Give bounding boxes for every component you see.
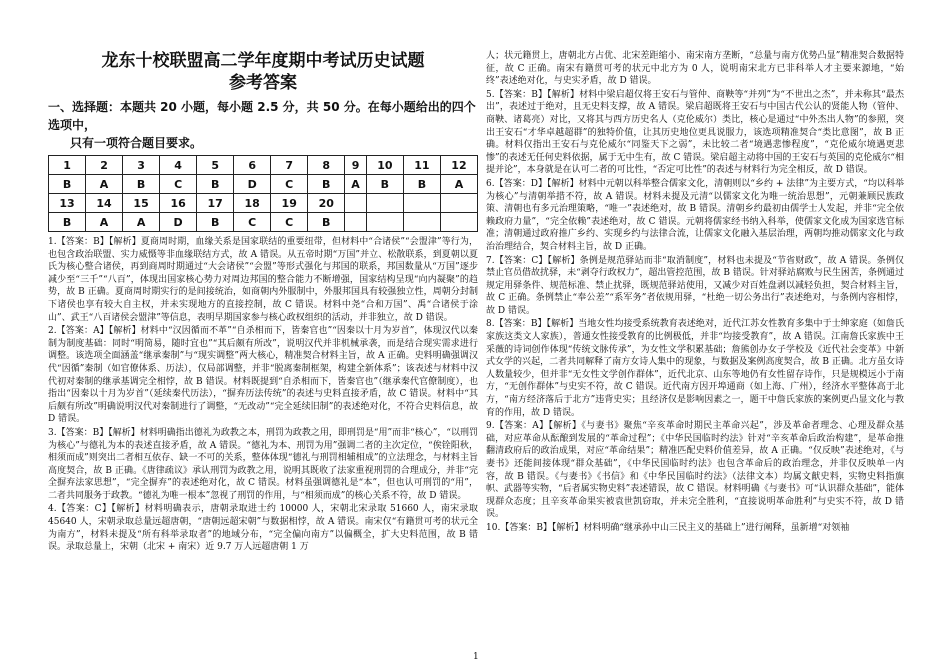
answer-table-cell: 16 — [160, 194, 197, 213]
answer-table-cell: B — [308, 175, 345, 194]
section-heading — [48, 98, 478, 152]
answer-table-cell: C — [271, 213, 308, 232]
answer-explanation: 8.【答案：B】【解析】当地女性均接受系统教育表述绝对，近代江苏女性教育多集中于士绅家庭（如詹氏家族这类文人家族），普通女性接受教育的比例极低，并非“均接受教育”，故 A 错误。江南詹氏家族中王采薇的诗词创作体现“传统文脉传承”，为女性文学积累基础；詹熊创办女子学校及《近代社会变革》中新式女学的兴起，二者共同解释了南方女诗人集中的现象，与数据及案例高度契合，故 B 正确。北方虽女诗人数量较少，但并非“无女性文学创作群体”，近代北京、山东等地仍有女性留存诗作，只是规模远小于南方，“无创作群体”与史实不符，故 C 错误。近代南方因开埠通商（如上海、广州），经济水平整体高于北方，“南方经济落后于北方”违背史实；且经济仅是影响因素之一，题干中詹氏家族的案例更凸显文化与教育的作用，故 D 错误。 — [486, 319, 904, 418]
page-subtitle: 参考答案 — [229, 73, 297, 93]
answer-table-cell: A — [86, 213, 123, 232]
right-column — [486, 46, 904, 672]
answer-explanation: 6.【答案：D】【解析】材料中元朝以科举整合儒家文化，清朝则以“乡约 + 法律”为主要方式，“均以科举为核心”与清朝举措不符，故 A 错误。材料未提及元清“以儒家文化为唯一统治思想”，元朝兼顾民族政策、清朝也有多元治理策略，“唯一”表述绝对，故 B 错误。清朝乡约最初由儒学士人发起，并非“完全依赖政府力量”，“完全依赖”表述绝对，故 C 错误。元朝将儒家经书纳入科举，使儒家文化成为国家选官标准；清朝通过政府推广乡约、实现乡约与法律合流，让儒家文化融入基层治理，两朝均推动儒家文化与政治治理结合，契合材料主旨，故 D 正确。 — [486, 178, 904, 252]
answer-table-cell — [366, 194, 403, 213]
left-column — [48, 0, 478, 660]
answer-table-cell — [440, 213, 477, 232]
answer-table-cell — [366, 213, 403, 232]
answer-table — [48, 155, 478, 232]
answer-explanation: 9.【答案：A】【解析】《与妻书》聚焦“辛亥革命时期民主革命兴起”，涉及革命者理念、心理及群众基础，对应革命从酝酿到发展的“革命过程”；《中华民国临时约法》针对“辛亥革命后政治构建”，是革命推翻清政府后的政治成果，对应“革命结果”；精准匹配史料价值差异，故 A 正确。“仅反映”表述绝对，《与妻书》还能间接体现“群众基础”，《中华民国临时约法》也包含革命后的政治理念，并非仅反映单一内容，故 B 错误。《与妻书》《书信》和《中华民国临时约法》（法律文本）均属文献史料，实物史料指旗帜、武器等实物，“后者属实物史料”表述错误，故 C 错误。材料明确《与妻书》可“认识群众基础”，能体现群众态度；且辛亥革命果实被袁世凯窃取，并未完全胜利，“直接说明革命胜利”与史实不符，故 D 错误。 — [486, 421, 904, 520]
answer-table-cell: 1 — [49, 156, 86, 175]
answer-table-cell — [403, 194, 440, 213]
answer-table-cell: B — [366, 175, 403, 194]
answer-table-cell: 19 — [271, 194, 308, 213]
answer-table-row — [49, 213, 478, 232]
answer-explanation: 人；状元籍贯上，唐朝北方占优、北宋差距缩小、南宋南方垄断，“总量与南方优势凸显”精准契合数据特征，故 C 正确。南宋有籍贯可考的状元中北方为 0 人，说明南宋北方已非科举人才主要来源地，“始终”表述绝对化，与史实矛盾，故 D 错误。 — [486, 51, 904, 87]
answer-table-cell — [345, 194, 367, 213]
answer-table-cell: 13 — [49, 194, 86, 213]
answer-table-cell: A — [345, 175, 367, 194]
answer-explanation: 10.【答案：B】【解析】材料明确“继承孙中山三民主义的基础上”进行阐释，虽新增“对领袖 — [486, 522, 850, 533]
answer-table-row — [49, 156, 478, 175]
answer-table-cell: 2 — [86, 156, 123, 175]
answer-table-cell: 4 — [160, 156, 197, 175]
answer-table-cell: A — [86, 175, 123, 194]
answer-table-cell — [440, 194, 477, 213]
answer-table-cell: C — [234, 213, 271, 232]
answer-explanation: 1.【答案：B】【解析】夏商周时期，血缘关系是国家联结的重要纽带，但材料中“合诸侯”“会盟津”等行为，也包含政治联盟、实力威慑等非血缘联结方式，故 A 错误。从五帝时期“万国”并立、松散联系，到夏朝以夏氏为核心整合诸侯，再到商周时期通过“大会诸侯”“会盟”等形式强化与邦国的联系，邦国数量从“万国”逐步减少至“三千”“八百”，体现出国家核心势力对周边邦国的整合能力不断增强，国家结构呈现“向内凝聚”的趋势，故 B 正确。夏商周时期实行的是间接统治，如商朝内外服制中，外服邦国具有较强独立性，周朝分封制下诸侯也享有较大自主权，并未实现地方的直接控制，故 C 错误。材料中尧“合和万国”、禹“合诸侯于涂山”、武王“八百诸侯会盟津”等信息，表明早期国家参与核心政权组织的活动，并非独立，故 D 错误。 — [48, 237, 478, 323]
answer-table-cell: 12 — [440, 156, 477, 175]
section-heading-line2: 只有一项符合题目要求。 — [70, 136, 203, 150]
left-paragraphs — [48, 236, 478, 554]
answer-table-cell: B — [49, 213, 86, 232]
answer-table-cell: 9 — [345, 156, 367, 175]
answer-table-cell: 3 — [123, 156, 160, 175]
answer-table-row — [49, 194, 478, 213]
answer-table-cell: A — [123, 213, 160, 232]
answer-explanation: 4.【答案：C】【解析】材料明确表示，唐朝录取进士约 10000 人，宋朝北宋录取 51660 人，南宋录取 45640 人，宋朝录取总量远超唐朝，“唐朝远超宋朝”与数据相悖，故 A 错误。南宋仅“有籍贯可考的状元全为南方”，材料未提及“所有科举录取者”的地域分布，“完全偏向南方”以偏概全，扩大史料范围，故 B 错误。录取总量上，宋朝（北宋 + 南宋）近 9.7 万人远超唐朝 1 万 — [48, 504, 478, 553]
answer-table-cell — [345, 213, 367, 232]
answer-table-cell — [403, 213, 440, 232]
right-paragraphs — [486, 50, 904, 535]
answer-table-cell: B — [403, 175, 440, 194]
section-heading-line1: 一、选择题：本题共 20 小题，每小题 2.5 分，共 50 分。在每小题给出的四个选项中， — [48, 100, 476, 132]
answer-table-cell: 20 — [308, 194, 345, 213]
answer-table-row — [49, 175, 478, 194]
answer-table-cell: B — [197, 213, 234, 232]
answer-table-cell: B — [123, 175, 160, 194]
answer-explanation: 7.【答案：C】【解析】条例是规范驿站而非“取消制度”，材料也未提及“节省财政”，故 A 错误。条例仅禁止官员借故扰驿，未“剥夺行政权力”，超出管控范围，故 B 错误。针对驿站腐败与民生困苦，条例通过规定用驿条件、规范标准、禁止扰驿，既规范驿站使用，又减少对百姓盘剥以减轻负担，契合材料主旨，故 C 正确。条例禁止“奉公差”“系军务”者依规用驿，“杜绝一切公务出行”表述绝对，与条例内容相悖，故 D 错误。 — [486, 255, 904, 316]
answer-explanation: 2.【答案：A】【解析】材料中“汉因循而不革”“自杀相而下，皆秦官也”“因秦以十月为岁首”，体现汉代以秦制为制度基础：同时“明简易，随时宜也”“其后颇有所改”，说明汉代并非机械承袭，而是结合现实需求进行调整。该选项全面涵盖“继承秦制”与“现实调整”两大核心，精准契合材料主旨，故 A 正确。史料明确强调汉代“因循”秦制（如官僚体系、历法），仅局部调整，并非“脱离秦制框架，构建全新体系”；该表述与材料中汉代初对秦制的继承基调完全相悖，故 B 错误。材料既提到“自杀相而下，皆秦官也”（继承秦代官僚制度），也指出“因秦以十月为岁首”（延续秦代历法），“摒弃历法传统”的表述与史料直接矛盾，故 C 错误。材料中“其后颇有所改”明确说明汉代对秦制进行了调整，“无改动”“完全延续旧制”的表述绝对化，不符合史料信息，故 D 错误。 — [48, 326, 478, 425]
answer-table-cell: 18 — [234, 194, 271, 213]
answer-table-cell: B — [197, 175, 234, 194]
answer-table-cell: 14 — [86, 194, 123, 213]
answer-table-cell: 17 — [197, 194, 234, 213]
answer-table-cell: 5 — [197, 156, 234, 175]
answer-table-cell: C — [160, 175, 197, 194]
page-number: 1 — [473, 652, 479, 662]
answer-table-cell: 10 — [366, 156, 403, 175]
answer-table-cell: 6 — [234, 156, 271, 175]
answer-table-cell: 8 — [308, 156, 345, 175]
answer-table-cell: D — [160, 213, 197, 232]
answer-table-cell: D — [234, 175, 271, 194]
page-title: 龙东十校联盟高二学年度期中考试历史试题 — [101, 51, 425, 71]
answer-table-cell: B — [49, 175, 86, 194]
answer-table-cell: 11 — [403, 156, 440, 175]
answer-explanation: 5.【答案：B】【解析】材料中梁启超仅将王安石与管仲、商鞅等“并列”为“不世出之杰”，并未称其“最杰出”，表述过于绝对，且无史料支撑，故 A 错误。梁启超既将王安石与中国古代公认的贤能人物（管仲、商鞅、诸葛亮）对比，又将其与西方历史名人（克伦威尔）类比，核心是通过“中外杰出人物”的参照，突出王安石“才华卓越超群”的独特价值，让其历史地位更具说服力，该选项精准契合“类比意图”，故 B 正确。材料仅指出王安石与克伦威尔“同鉴天下之弱”，未比较二者“境遇悲惨程度”，“克伦威尔境遇更悲惨”的表述无任何史料依据，属于无中生有，故 C 错误。梁启超主动将中国的王安石与英国的克伦威尔“相提并论”，本身就是在认可二者的可比性，“否定可比性”的表述与材料行为完全相反，故 D 错误。 — [486, 89, 904, 176]
answer-table-cell: A — [440, 175, 477, 194]
answer-table-cell: B — [308, 213, 345, 232]
answer-table-cell: 15 — [123, 194, 160, 213]
answer-table-cell: 7 — [271, 156, 308, 175]
answer-table-cell: C — [271, 175, 308, 194]
answer-explanation: 3.【答案：B】【解析】材料明确指出德礼为政教之本，刑罚为政教之用，即刑罚是“用”而非“核心”，“以刑罚为核心”与德礼为本的表述直接矛盾，故 A 错误。“德礼为本、刑罚为用”强调二者的主次定位，“俟铨阳秋，相须而成”则突出二者相互依存、缺一不可的关系，整体体现“德礼与刑罚相辅相成”的立法理念，与材料主旨高度契合，故 B 正确。《唐律疏议》承认刑罚为政教之用，说明其既收了法家重视刑罚的合理成分，并非“完全摒弃法家思想”，“完全摒弃”的表述绝对化，故 C 错误。材料虽强调德礼是“本”，但也认可刑罚的“用”，二者共同服务于政教。“德礼为唯一根本”忽视了刑罚的作用，与“相须而成”的核心关系不符，故 D 错误。 — [48, 427, 478, 501]
